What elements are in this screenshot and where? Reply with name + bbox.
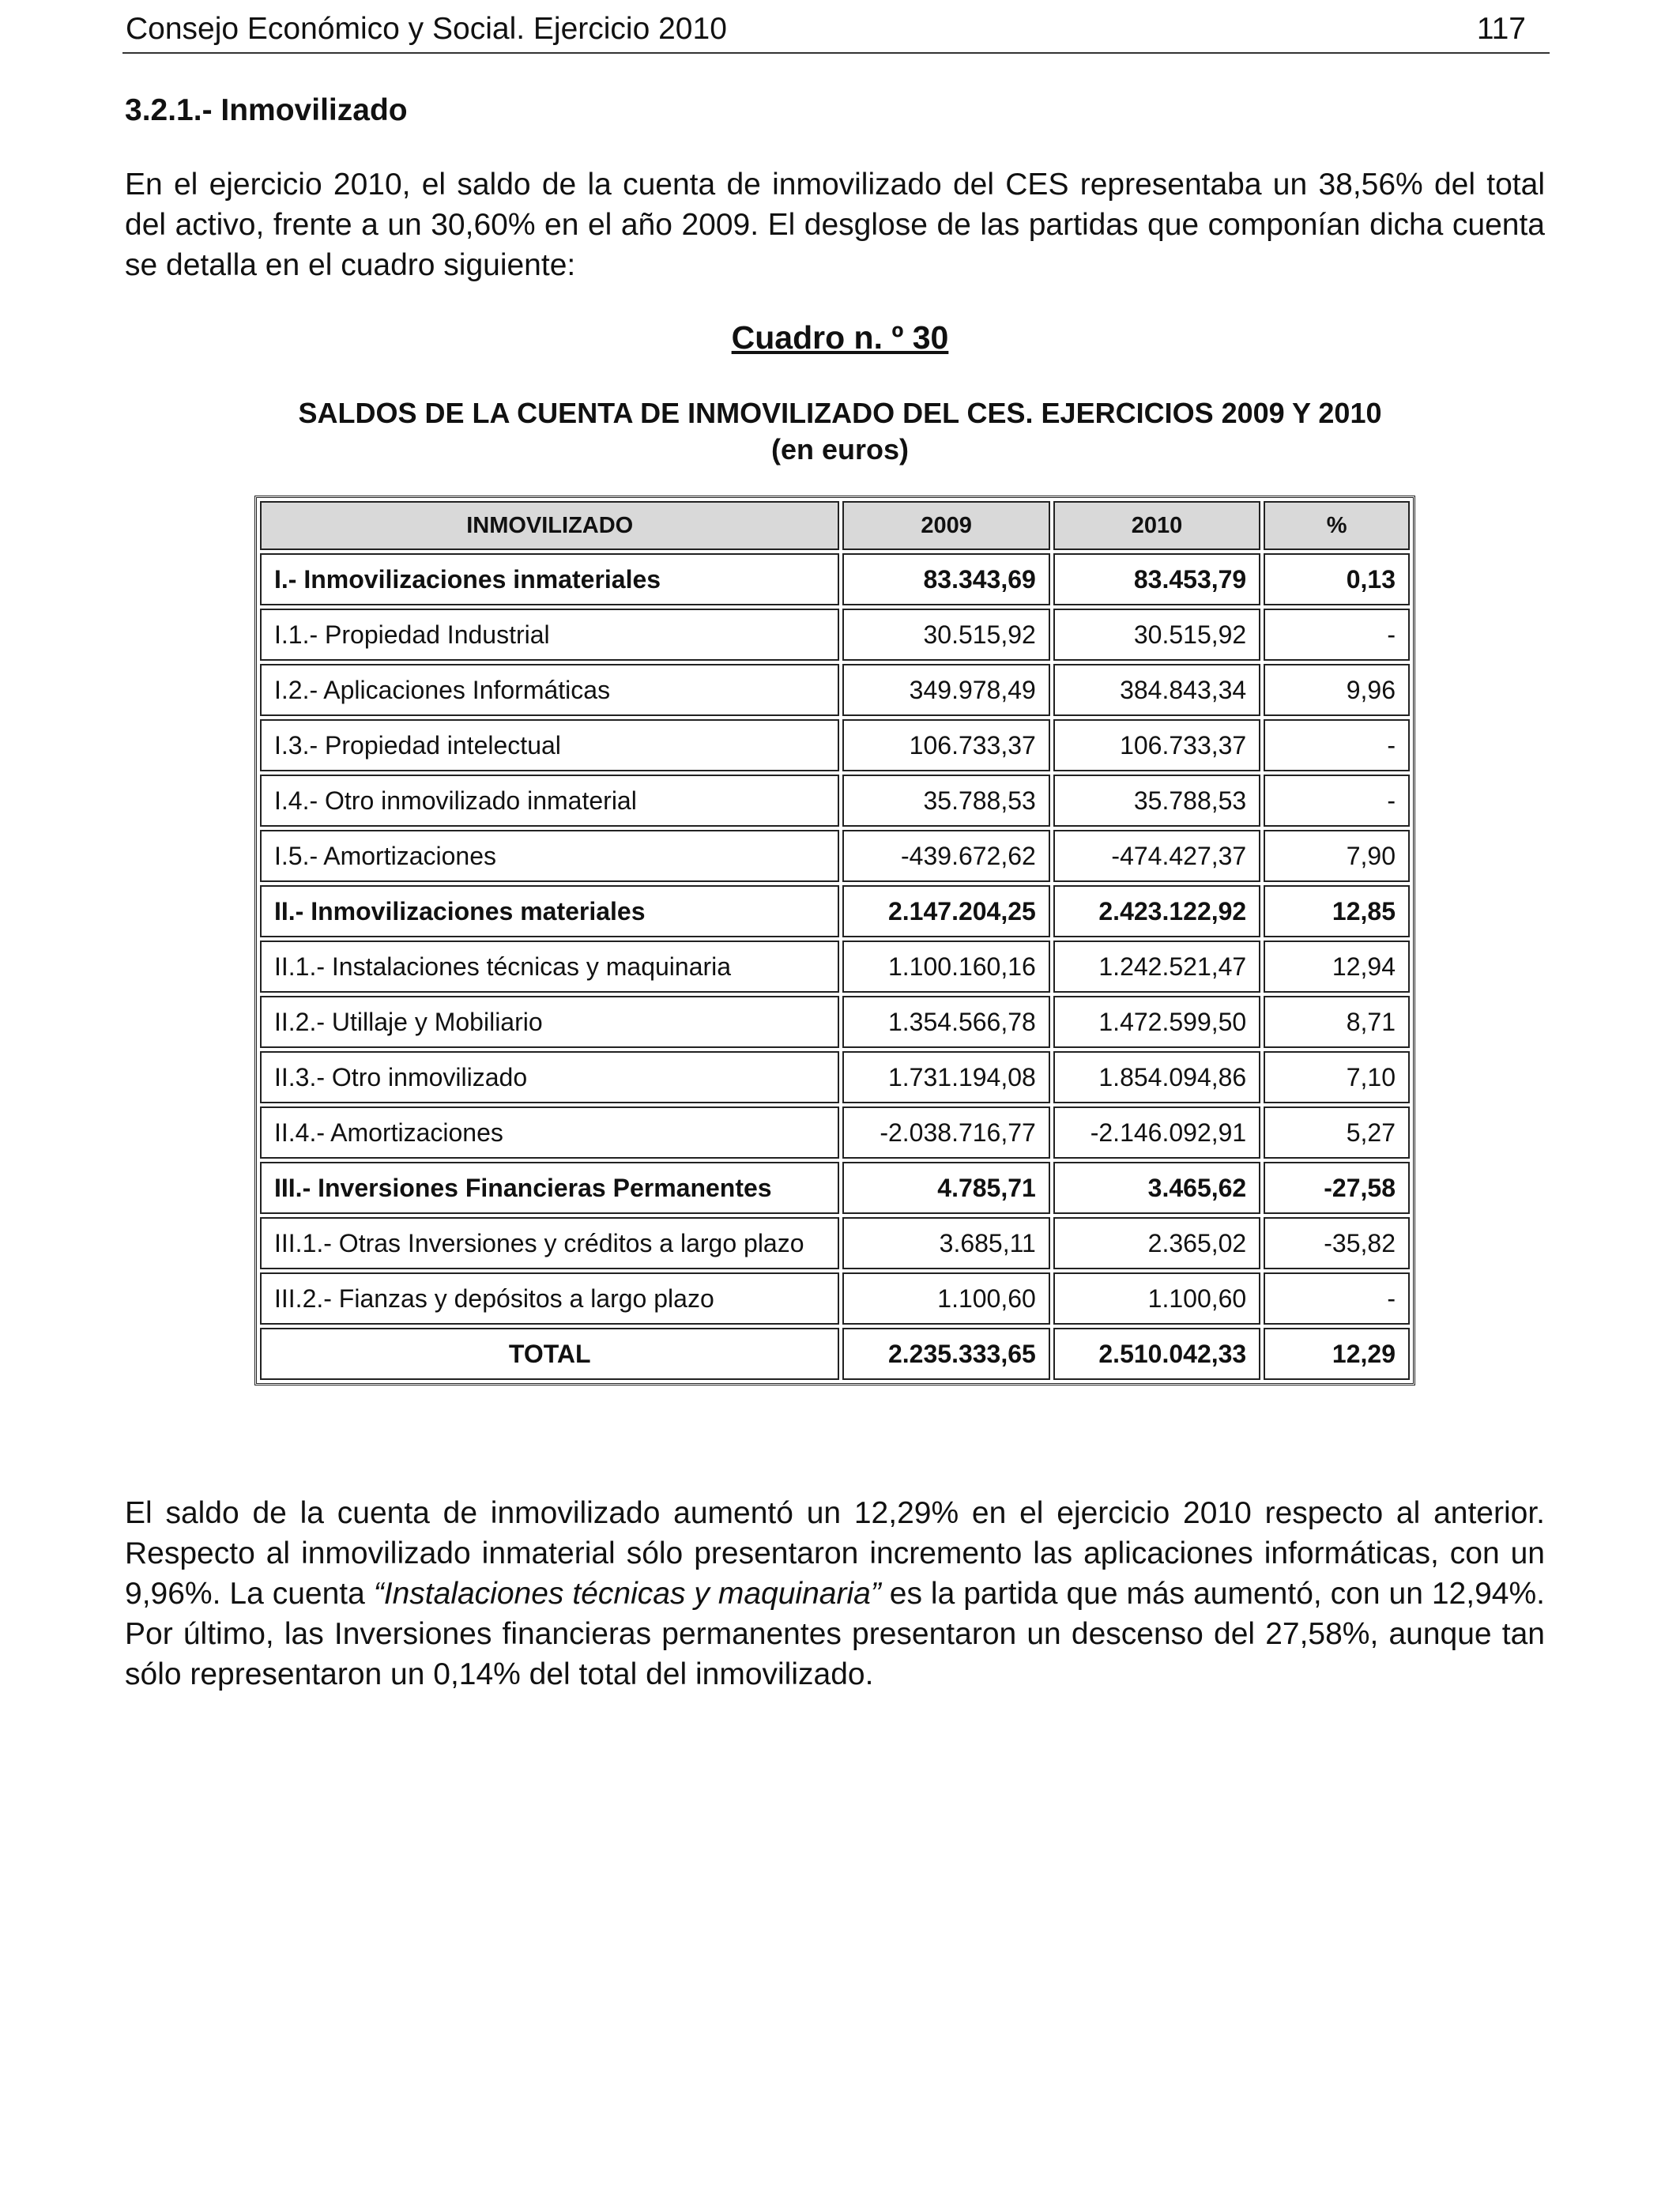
table-row	[260, 553, 1410, 605]
percent-change: -35,82	[1264, 1217, 1410, 1269]
row-label: I.- Inmovilizaciones inmateriales	[260, 553, 839, 605]
value-2009: -2.038.716,77	[842, 1106, 1049, 1159]
value-2009: 106.733,37	[842, 719, 1049, 771]
percent-change: -	[1264, 1272, 1410, 1325]
closing-text-start: El saldo de la cuenta de inmovilizado aumentó un 12,29% en el ejercicio 2010 respecto al anterior. Respecto al inmovilizado inmaterial sólo presentaron incremento las aplicaciones informáticas, con un 9,96%. La cuenta	[125, 1496, 1545, 1611]
row-label: II.- Inmovilizaciones materiales	[260, 885, 839, 937]
row-label: III.2.- Fianzas y depósitos a largo plazo	[260, 1272, 839, 1325]
row-label: II.1.- Instalaciones técnicas y maquinaria	[260, 941, 839, 993]
value-2009: 35.788,53	[842, 775, 1049, 827]
table-row	[260, 609, 1410, 661]
percent-change: 12,94	[1264, 941, 1410, 993]
row-label: III.1.- Otras Inversiones y créditos a largo plazo	[260, 1217, 839, 1269]
percent-change: -27,58	[1264, 1162, 1410, 1214]
table-row	[260, 664, 1410, 716]
table-body	[260, 553, 1410, 1380]
table-row	[260, 830, 1410, 882]
table-row	[260, 1051, 1410, 1103]
value-2010: 1.854.094,86	[1053, 1051, 1260, 1103]
value-2010: 83.453,79	[1053, 553, 1260, 605]
table-header-row	[260, 501, 1410, 550]
percent-change: -	[1264, 719, 1410, 771]
percent-change: 0,13	[1264, 553, 1410, 605]
intro-paragraph: En el ejercicio 2010, el saldo de la cuenta de inmovilizado del CES representaba un 38,56% del total del activo, frente a un 30,60% en el año 2009. El desglose de las partidas que componían dicha cuenta se detalla en el cuadro siguiente:	[125, 168, 1545, 282]
value-2009: 349.978,49	[842, 664, 1049, 716]
table-row	[260, 1217, 1410, 1269]
value-2009: 1.100,60	[842, 1272, 1049, 1325]
value-2010: -2.146.092,91	[1053, 1106, 1260, 1159]
total-percent: 12,29	[1264, 1328, 1410, 1380]
value-2010: 2.423.122,92	[1053, 885, 1260, 937]
closing-paragraph	[125, 1493, 1545, 1695]
value-2010: 1.472.599,50	[1053, 996, 1260, 1048]
table-row	[260, 719, 1410, 771]
value-2010: 106.733,37	[1053, 719, 1260, 771]
closing-text-end: es la partida que más aumentó, con un 12,94%. Por último, las Inversiones financieras permanentes presentaron un descenso del 27,58%, aunque tan sólo representaron un 0,14% del total del inmovilizado.	[125, 1577, 1545, 1691]
column-header-percent: %	[1264, 501, 1410, 550]
value-2010: 30.515,92	[1053, 609, 1260, 661]
value-2009: 1.731.194,08	[842, 1051, 1049, 1103]
table-row	[260, 1106, 1410, 1159]
percent-change: 8,71	[1264, 996, 1410, 1048]
column-header-2010: 2010	[1053, 501, 1260, 550]
value-2009: -439.672,62	[842, 830, 1049, 882]
table-subtitle: (en euros)	[770, 433, 910, 466]
value-2009: 3.685,11	[842, 1217, 1049, 1269]
percent-change: -	[1264, 775, 1410, 827]
percent-change: -	[1264, 609, 1410, 661]
value-2009: 2.147.204,25	[842, 885, 1049, 937]
value-2010: 3.465,62	[1053, 1162, 1260, 1214]
value-2010: 1.100,60	[1053, 1272, 1260, 1325]
percent-change: 12,85	[1264, 885, 1410, 937]
page-number: 117	[1476, 12, 1526, 46]
row-label: I.5.- Amortizaciones	[260, 830, 839, 882]
table-row	[260, 1162, 1410, 1214]
table-row	[260, 996, 1410, 1048]
section-title: 3.2.1.- Inmovilizado	[125, 93, 408, 127]
value-2009: 1.100.160,16	[842, 941, 1049, 993]
page-header	[122, 6, 1550, 54]
table-title: SALDOS DE LA CUENTA DE INMOVILIZADO DEL CES. EJERCICIOS 2009 Y 2010	[298, 397, 1382, 429]
value-2010: 35.788,53	[1053, 775, 1260, 827]
value-2009: 4.785,71	[842, 1162, 1049, 1214]
table-number-label: Cuadro n. º 30	[731, 319, 949, 356]
value-2010: 2.365,02	[1053, 1217, 1260, 1269]
table-row	[260, 1272, 1410, 1325]
value-2009: 83.343,69	[842, 553, 1049, 605]
row-label: I.4.- Otro inmovilizado inmaterial	[260, 775, 839, 827]
percent-change: 7,10	[1264, 1051, 1410, 1103]
closing-text-italic: “Instalaciones técnicas y maquinaria”	[373, 1577, 881, 1611]
row-label: II.2.- Utillaje y Mobiliario	[260, 996, 839, 1048]
table-row	[260, 775, 1410, 827]
row-label: I.2.- Aplicaciones Informáticas	[260, 664, 839, 716]
row-label: I.1.- Propiedad Industrial	[260, 609, 839, 661]
row-label: II.3.- Otro inmovilizado	[260, 1051, 839, 1103]
column-header-inmovilizado: INMOVILIZADO	[260, 501, 839, 550]
row-label: I.3.- Propiedad intelectual	[260, 719, 839, 771]
header-title: Consejo Económico y Social. Ejercicio 2010	[126, 12, 727, 46]
column-header-2009: 2009	[842, 501, 1049, 550]
percent-change: 7,90	[1264, 830, 1410, 882]
row-label: III.- Inversiones Financieras Permanentes	[260, 1162, 839, 1214]
value-2010: 1.242.521,47	[1053, 941, 1260, 993]
value-2009: 30.515,92	[842, 609, 1049, 661]
value-2010: 384.843,34	[1053, 664, 1260, 716]
total-row	[260, 1328, 1410, 1380]
total-2009: 2.235.333,65	[842, 1328, 1049, 1380]
row-label: II.4.- Amortizaciones	[260, 1106, 839, 1159]
table-row	[260, 885, 1410, 937]
value-2009: 1.354.566,78	[842, 996, 1049, 1048]
total-label: TOTAL	[260, 1328, 839, 1380]
percent-change: 9,96	[1264, 664, 1410, 716]
table-row	[260, 941, 1410, 993]
inmovilizado-table	[254, 496, 1415, 1385]
total-2010: 2.510.042,33	[1053, 1328, 1260, 1380]
value-2010: -474.427,37	[1053, 830, 1260, 882]
percent-change: 5,27	[1264, 1106, 1410, 1159]
